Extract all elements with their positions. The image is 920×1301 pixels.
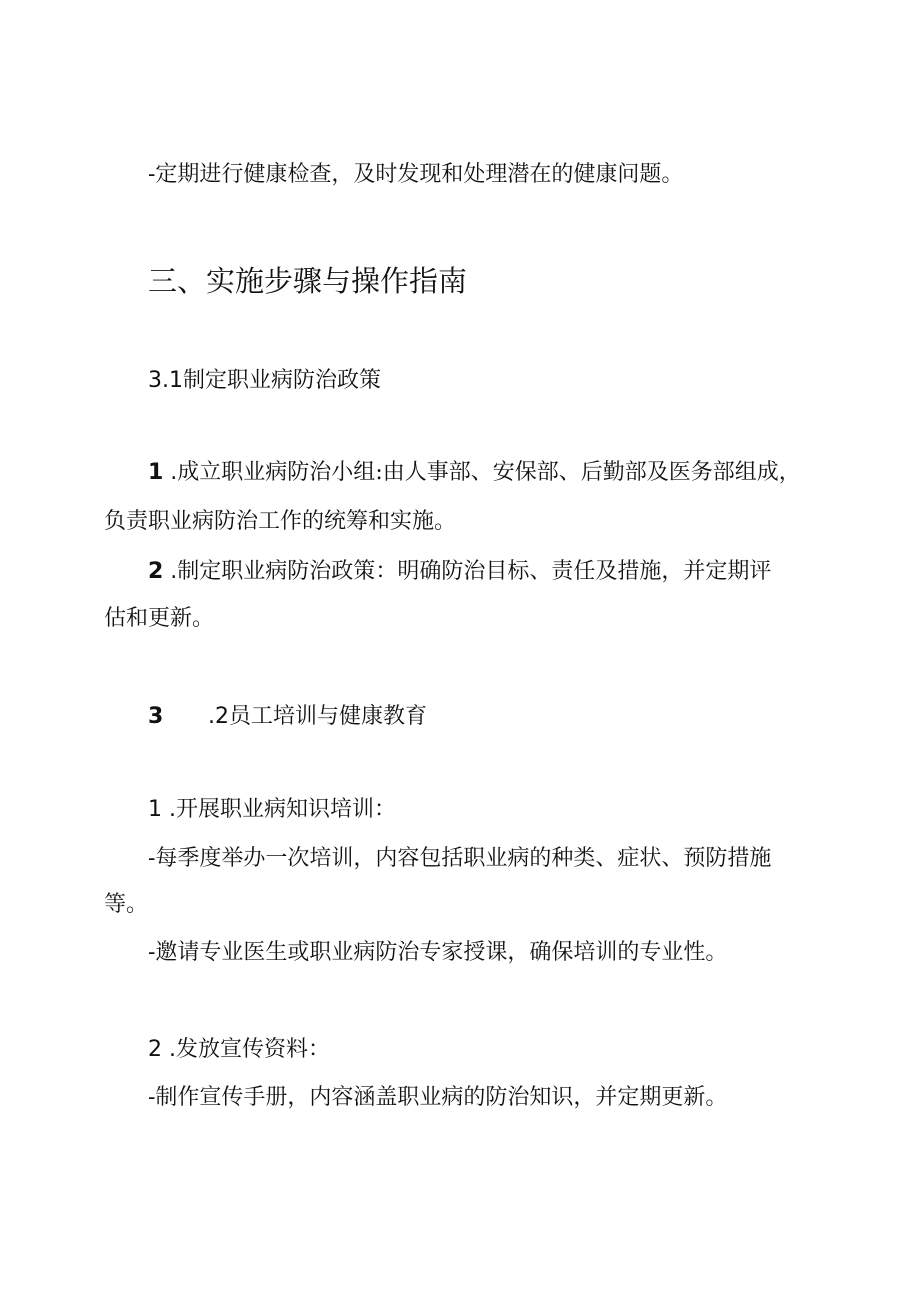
item-heading: .发放宣传资料：	[162, 1037, 330, 1062]
item-text: :由人事部、安保部、后勤部及医务部组成，	[375, 460, 801, 485]
item-3-2-2-bullet-1: -制作宣传手册，内容涵盖职业病的防治知识，并定期更新。	[148, 1085, 728, 1110]
item-3-1-1-continuation: 负责职业病防治工作的统筹和实施。	[104, 509, 457, 534]
item-number: 2	[148, 559, 164, 584]
subsection-3-2-title	[148, 702, 427, 732]
item-3-1-2	[148, 557, 771, 587]
item-number: 2	[148, 1037, 162, 1062]
item-3-2-1-bullet-1-continuation: 等。	[104, 892, 149, 917]
item-3-2-1-bullet-2: -邀请专业医生或职业病防治专家授课，确保培训的专业性。	[148, 940, 728, 965]
item-number: 1	[148, 797, 162, 822]
item-3-1-1	[148, 458, 801, 488]
item-3-2-1	[148, 795, 396, 825]
item-3-2-2	[148, 1035, 330, 1065]
item-heading: .开展职业病知识培训：	[162, 797, 396, 822]
item-3-2-1-bullet-1: -每季度举办一次培训，内容包括职业病的种类、症状、预防措施	[148, 846, 772, 871]
intro-bullet: -定期进行健康检查，及时发现和处理潜在的健康问题。	[148, 162, 684, 187]
subsection-number: 3	[148, 704, 164, 729]
item-text: ：明确防治目标、责任及措施，并定期评	[375, 559, 772, 584]
item-heading: .制定职业病防治政策	[163, 559, 376, 584]
item-3-1-2-continuation: 估和更新。	[104, 606, 215, 631]
section-3-title: 三、实施步骤与操作指南	[148, 264, 468, 298]
subsection-title-text: .2员工培训与健康教育	[208, 704, 427, 729]
subsection-3-1-title: 3.1制定职业病防治政策	[148, 368, 381, 393]
item-heading: .成立职业病防治小组	[163, 460, 376, 485]
item-number: 1	[148, 460, 164, 485]
